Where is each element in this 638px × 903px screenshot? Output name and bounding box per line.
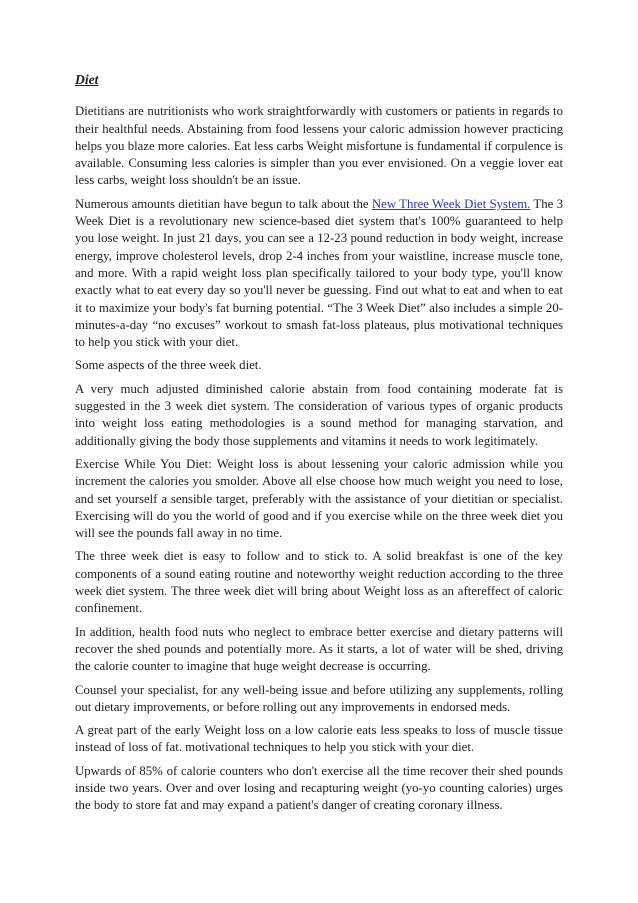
paragraph [75,682,563,717]
paragraph-text: Counsel your specialist, for any well-being issue and before utilizing any supplements, rolling out dietary improvements, or before rolling out any improvements in endorsed meds. [75,682,563,714]
paragraph [75,548,563,617]
paragraph-text: A great part of the early Weight loss on a low calorie eats less speaks to loss of muscle tissue instead of loss of fat. motivational techniques to help you stick with your diet. [75,723,563,755]
paragraph-text: A very much adjusted diminished calorie abstain from food containing moderate fat is suggested in the 3 week diet system. The consideration of various types of organic products into weight loss eating methodologies is a sound method for managing starvation, and additionally giving the body those supplements and vitamins it needs to work legitimately. [75,381,563,448]
document-body [75,103,563,814]
document-title: Diet [75,72,99,87]
paragraph [75,456,563,542]
paragraph [75,381,563,450]
paragraph [75,624,563,676]
paragraph [75,722,563,757]
paragraph-text: The 3 Week Diet is a revolutionary new science-based diet system that's 100% guaranteed to help you lose weight. In just 21 days, you can see a 12-23 pound reduction in body weight, increase energy, improve cholesterol levels, drop 2-4 inches from your waistline, increase muscle tone, and more. With a rapid weight loss plan specifically tailored to your body type, you'll know exactly what to eat every day so you'll never be guessing. Find out what to eat and when to eat it to maximize your body's fat burning potential. “The 3 Week Diet” also includes a simple 20-minutes-a-day “no excuses” workout to smash fat-loss plateaus, plus motivational techniques to help you stick with your diet. [75,196,564,350]
paragraph-text: Upwards of 85% of calorie counters who don't exercise all the time recover their shed pounds inside two years. Over and over losing and recapturing weight (yo-yo counting calories) urges the body to store fat and may expand a patient's danger of creating coronary illness. [75,763,563,813]
paragraph-text: The three week diet is easy to follow and to stick to. A solid breakfast is one of the key components of a sound eating routine and noteworthy weight reduction according to the three week diet system. The three week diet will bring about Weight loss as an aftereffect of caloric confinement. [75,549,563,616]
paragraph-text: Exercise While You Diet: Weight loss is about lessening your caloric admission while you increment the calories you smolder. Above all else choose how much weight you need to lose, and set yourself a sensible target, preferably with the assistance of your dietitian or specialist. Exercising will do you the world of good and if you exercise while on the three week diet you will see the pounds fall away in no time. [75,456,563,541]
paragraph [75,196,563,352]
paragraph-text: Dietitians are nutritionists who work straightforwardly with customers or patients in regards to their healthful needs. Abstaining from food lessens your caloric admission however practicing helps you blaze more calories. Eat less carbs Weight misfortune is fundamental if corpulence is available. Consuming less calories is simpler than you ever envisioned. On a veggie lover eat less carbs, weight loss shouldn't be an issue. [75,104,563,188]
paragraph-text: Some aspects of the three week diet. [75,358,262,373]
paragraph [75,357,563,374]
new-three-week-diet-system-link[interactable]: New Three Week Diet System. [371,196,531,211]
paragraph-text: Numerous amounts dietitian have begun to talk about the [75,196,372,211]
paragraph [75,763,563,815]
paragraph [75,103,563,189]
paragraph-text: In addition, health food nuts who neglect to embrace better exercise and dietary patterns will recover the shed pounds and potentially more. As it starts, a lot of water will be shed, driving the calorie counter to imagine that huge weight decrease is occurring. [75,624,563,674]
